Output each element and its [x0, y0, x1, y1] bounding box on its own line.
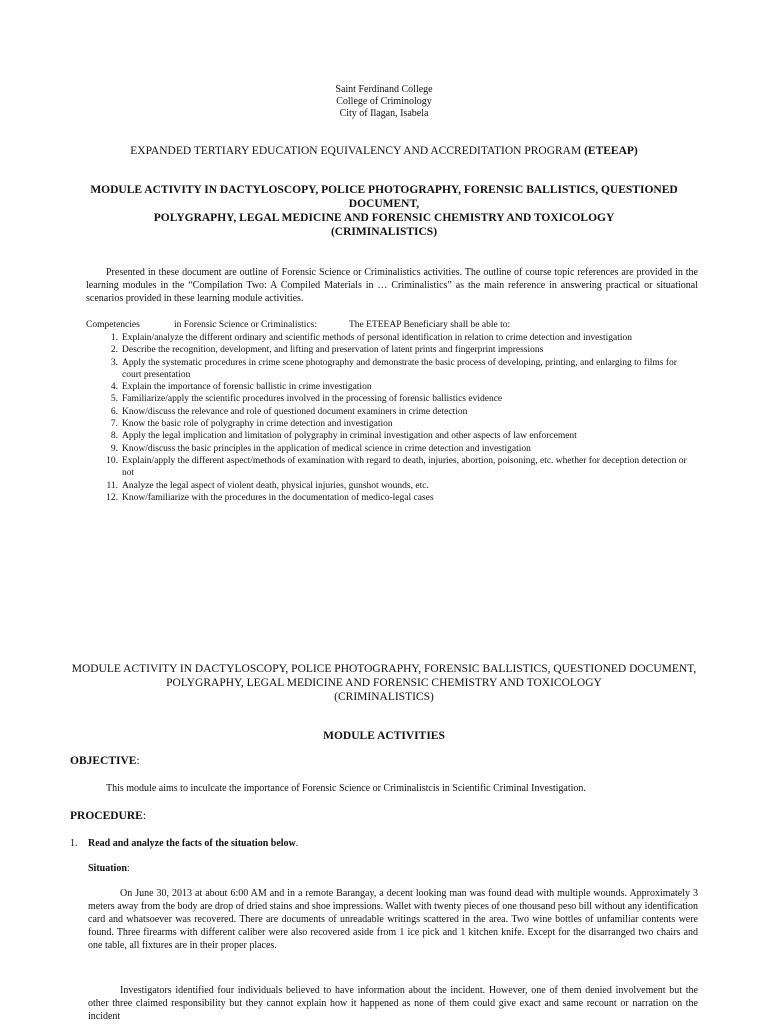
module-activities-heading: MODULE ACTIVITIES [323, 730, 445, 742]
program-acronym: (ETEEAP) [584, 145, 638, 157]
competency-number: 10. [106, 455, 118, 466]
competency-item [86, 332, 698, 344]
competency-text: Familiarize/apply the scientific procedures involved in the processing of forensic ballistics evidence [122, 394, 503, 405]
competency-text: Know/discuss the basic principles in the application of medical science in crime detection and investigation [122, 443, 531, 454]
objective-text: This module aims to inculcate the importance of Forensic Science or Criminalistcis in Scientific Criminal Investigation. [106, 783, 586, 794]
competency-number: 1. [110, 333, 118, 343]
competency-item [86, 418, 698, 430]
competencies-subject: in Forensic Science or Criminalistics: [174, 320, 318, 330]
competency-text: Apply the systematic procedures in crime scene photography and demonstrate the basic process of developing, printing, and enlarging to films for court presentation [122, 357, 677, 380]
intro-paragraph: Presented in these document are outline of Forensic Science or Criminalistics activities. The outline of course topic references are provided in the learning modules in the “Compilation Two: A Compiled Materials in … Criminalistics” as the main reference in answering practical or situational scenarios provided in these learning module activities. [86, 267, 698, 304]
competency-number: 4. [110, 382, 118, 393]
objective-label: OBJECTIVE [70, 755, 137, 767]
competency-text: Explain/analyze the different ordinary and scientific methods of personal identification in relation to crime detection and investigation [122, 333, 633, 343]
situation-label: Situation [88, 863, 127, 874]
header-city: City of Ilagan, Isabela [339, 108, 429, 119]
module-title-line1: MODULE ACTIVITY IN DACTYLOSCOPY, POLICE PHOTOGRAPHY, FORENSIC BALLISTICS, QUESTIONED DOCUMENT, [90, 184, 678, 210]
page2-title-line2: POLYGRAPHY, LEGAL MEDICINE AND FORENSIC CHEMISTRY AND TOXICOLOGY [166, 677, 602, 689]
objective-colon: : [136, 755, 140, 767]
competencies-lead: The ETEEAP Beneficiary shall be able to: [349, 320, 511, 330]
competency-item [86, 455, 698, 480]
situation-paragraph-1: On June 30, 2013 at about 6:00 AM and in a remote Barangay, a decent looking man was found dead with multiple wounds. Approximately 3 meters away from the body are drop of dried stains and shoe impressions. Wallet with twenty pieces of one thousand peso bill without any identification card and whatsoever was recovered. There are documents of unreadable writings scattered in the area. Two wine bottles of unfamiliar contents were found. Three firearms with different caliber were also recovered aside from 1 ice pick and 1 kitchen knife. Except for the disarranged two chairs and one table, all fixtures are in their proper places. [88, 888, 698, 951]
competencies-heading [86, 320, 510, 330]
program-title [0, 145, 768, 157]
situation-paragraph-2: Investigators identified four individuals believed to have information about the incident. However, one of them denied involvement but the other three claimed responsibility but they cannot explain how it happened as none of them could give exact and same recount or narration on the incident [88, 985, 698, 1022]
page2-title [70, 662, 698, 704]
competencies-label: Competencies [86, 320, 140, 330]
header-college: Saint Ferdinand College [335, 84, 433, 95]
competency-item [86, 393, 698, 405]
situation-colon: : [126, 863, 130, 874]
page2-title-line1: MODULE ACTIVITY IN DACTYLOSCOPY, POLICE PHOTOGRAPHY, FORENSIC BALLISTICS, QUESTIONED DOCUMENT, [71, 663, 697, 675]
competency-number: 12. [106, 492, 118, 503]
competency-text: Describe the recognition, development, and lifting and preservation of latent prints and fingerprint impressions [122, 345, 544, 356]
competency-number: 2. [110, 345, 118, 356]
procedure-heading [70, 810, 146, 822]
objective-heading [70, 755, 140, 767]
competency-item [86, 480, 698, 492]
competency-item [86, 357, 698, 382]
competency-item [86, 381, 698, 393]
competency-number: 7. [110, 419, 118, 430]
procedure-colon: : [142, 810, 147, 822]
competency-text: Know the basic role of polygraphy in crime detection and investigation [122, 419, 393, 430]
competency-item [86, 430, 698, 442]
procedure-step [70, 838, 298, 849]
procedure-label: PROCEDURE [70, 810, 143, 822]
competency-number: 8. [110, 431, 118, 442]
competency-text: Explain the importance of forensic ballistic in crime investigation [122, 382, 372, 393]
competency-text: Know/discuss the relevance and role of questioned document examiners in crime detection [122, 406, 468, 417]
module-title-line3: (CRIMINALISTICS) [330, 226, 438, 238]
competency-text: Know/familiarize with the procedures in the documentation of medico-legal cases [122, 492, 434, 503]
module-title-line2: POLYGRAPHY, LEGAL MEDICINE AND FORENSIC CHEMISTRY AND TOXICOLOGY [153, 212, 615, 224]
procedure-step-period: . [295, 838, 299, 849]
competency-text: Analyze the legal aspect of violent death, physical injuries, gunshot wounds, etc. [122, 480, 429, 491]
header-department: College of Criminology [336, 96, 432, 107]
competency-number: 5. [110, 394, 118, 405]
program-name: EXPANDED TERTIARY EDUCATION EQUIVALENCY AND ACCREDITATION PROGRAM [130, 145, 582, 157]
competency-number: 6. [110, 406, 118, 417]
procedure-step-number: 1. [70, 838, 78, 849]
competency-text: Explain/apply the different aspect/methods of examination with regard to death, injuries, abortion, poisoning, etc. whether for deception detection or not [122, 455, 687, 479]
competency-item [86, 443, 698, 455]
competency-item [86, 492, 698, 504]
competency-text: Apply the legal implication and limitation of polygraphy in criminal investigation and other aspects of law enforcement [122, 431, 577, 442]
module-title [70, 183, 698, 239]
competency-number: 3. [110, 357, 118, 368]
page2-title-line3: (CRIMINALISTICS) [334, 691, 434, 703]
competency-item [86, 344, 698, 356]
competency-number: 11. [106, 480, 118, 491]
competencies-list [86, 332, 698, 504]
situation-heading [88, 863, 130, 874]
competency-number: 9. [110, 443, 118, 454]
competency-item [86, 406, 698, 418]
procedure-step-text: Read and analyze the facts of the situation below [88, 838, 296, 849]
